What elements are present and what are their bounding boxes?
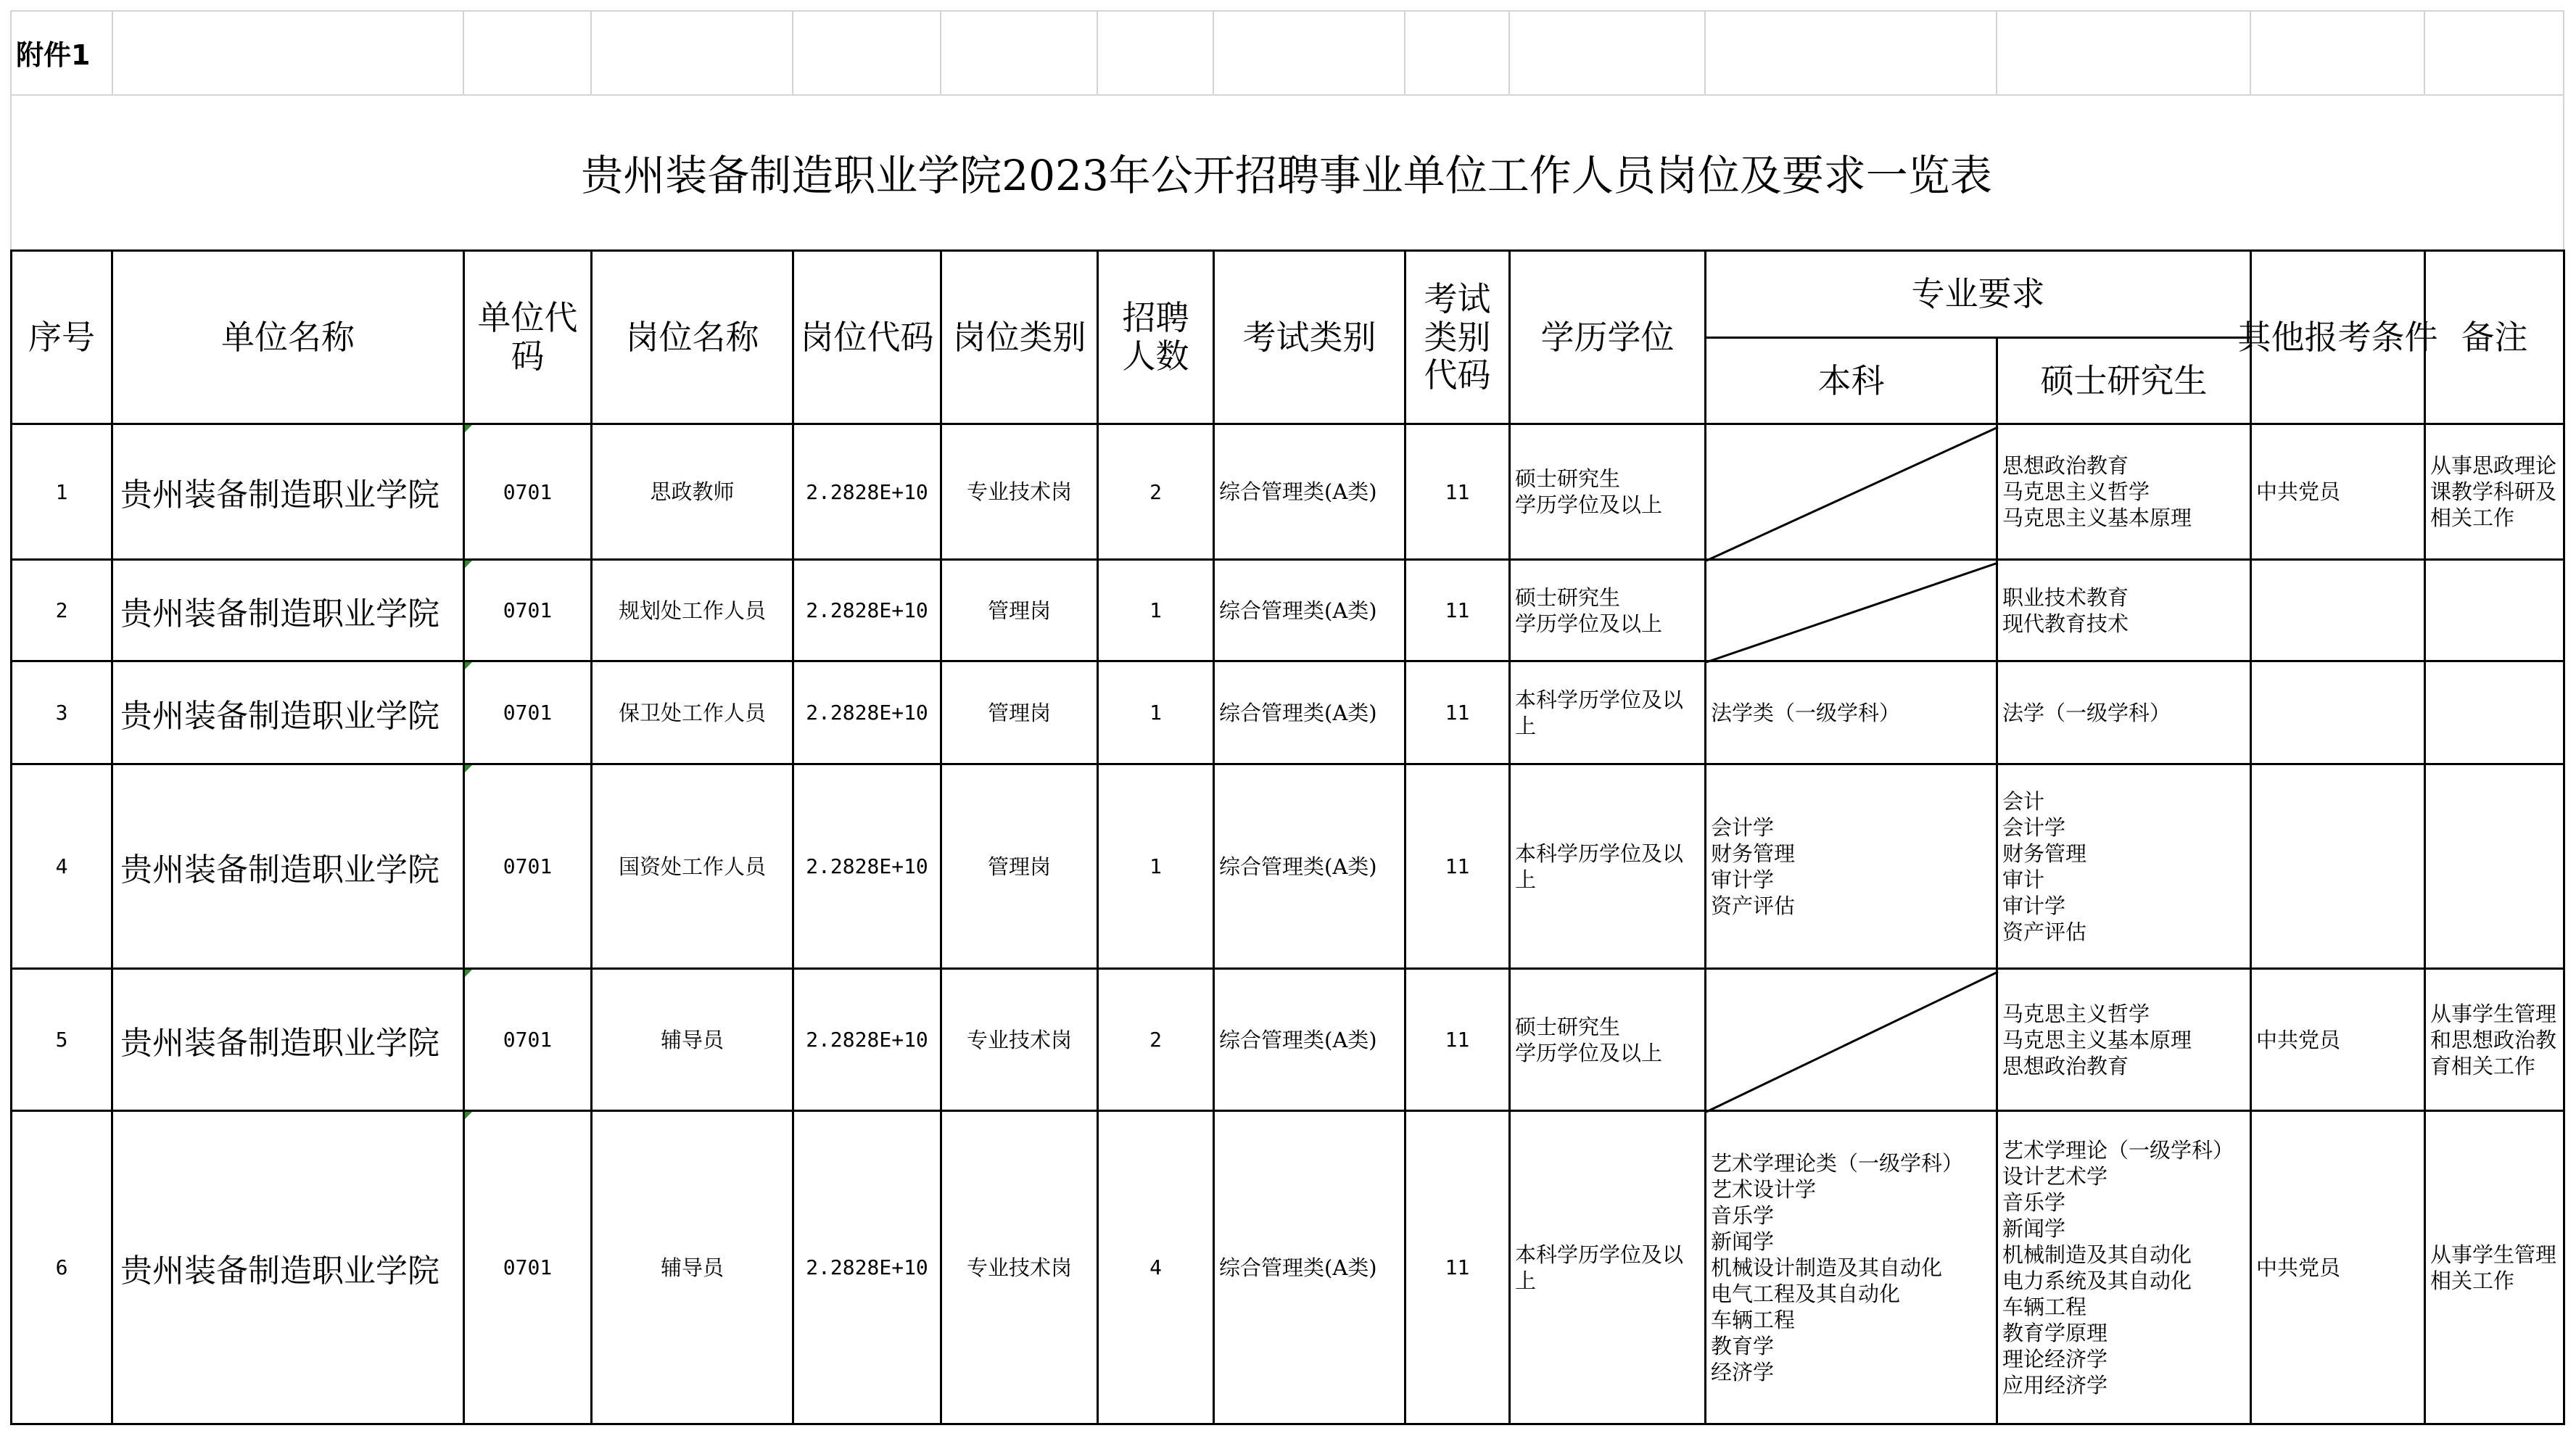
cell-master: 马克思主义哲学 马克思主义基本原理 思想政治教育 — [1996, 967, 2252, 1112]
cell-unit-code: 0701 — [463, 967, 593, 1112]
cell-education: 硕士研究生 学历学位及以上 — [1508, 967, 1706, 1112]
cell-post-code: 2.2828E+10 — [792, 423, 942, 561]
gridline — [10, 10, 2563, 12]
cell-post-name: 保卫处工作人员 — [590, 660, 794, 765]
cell-remarks — [2424, 763, 2565, 970]
header-master: 硕士研究生 — [1996, 337, 2252, 425]
header-exam-type: 考试类别 — [1213, 249, 1406, 425]
cell-recruit-count: 1 — [1097, 558, 1215, 662]
cell-other: 中共党员 — [2250, 423, 2426, 561]
cell-post-code: 2.2828E+10 — [792, 660, 942, 765]
cell-post-type: 专业技术岗 — [940, 423, 1099, 561]
cell-indicator-icon — [465, 561, 472, 568]
cell-unit-name: 贵州装备制造职业学院 — [111, 1110, 465, 1425]
cell-other: 中共党员 — [2250, 967, 2426, 1112]
header-other-conditions: 其他报考条件 — [2250, 249, 2426, 425]
cell-exam-code: 11 — [1404, 558, 1511, 662]
cell-post-code: 2.2828E+10 — [792, 558, 942, 662]
cell-exam-code: 11 — [1404, 967, 1511, 1112]
gridline — [1097, 10, 1098, 94]
cell-unit-name: 贵州装备制造职业学院 — [111, 763, 465, 970]
cell-master: 职业技术教育 现代教育技术 — [1996, 558, 2252, 662]
cell-post-type: 专业技术岗 — [940, 1110, 1099, 1425]
cell-indicator-icon — [465, 970, 472, 977]
diagonal-line — [1706, 970, 2000, 1114]
cell-education: 硕士研究生 学历学位及以上 — [1508, 558, 1706, 662]
gridline — [1404, 10, 1405, 94]
cell-recruit-count: 1 — [1097, 763, 1215, 970]
cell-indicator-icon — [465, 425, 472, 432]
cell-education: 本科学历学位及以 上 — [1508, 660, 1706, 765]
cell-master: 艺术学理论（一级学科） 设计艺术学 音乐学 新闻学 机械制造及其自动化 电力系统及其自动化 车辆工程 教育学原理 理论经济学 应用经济学 — [1996, 1110, 2252, 1425]
cell-indicator-icon — [465, 765, 472, 772]
header-recruit-count: 招聘人数 — [1097, 249, 1215, 425]
header-post-code: 岗位代码 — [792, 249, 942, 425]
cell-exam-type: 综合管理类(A类) — [1213, 1110, 1406, 1425]
cell-education: 本科学历学位及以 上 — [1508, 1110, 1706, 1425]
cell-remarks — [2424, 558, 2565, 662]
cell-recruit-count: 4 — [1097, 1110, 1215, 1425]
header-remarks: 备注 — [2424, 249, 2565, 425]
gridline — [463, 10, 464, 94]
cell-remarks: 从事思政理论 课教学科研及 相关工作 — [2424, 423, 2565, 561]
cell-unit-code: 0701 — [463, 660, 593, 765]
cell-other — [2250, 558, 2426, 662]
cell-unit-name: 贵州装备制造职业学院 — [111, 558, 465, 662]
header-post-name: 岗位名称 — [590, 249, 794, 425]
gridline — [2424, 10, 2425, 94]
gridline — [2250, 10, 2251, 94]
cell-master: 会计 会计学 财务管理 审计 审计学 资产评估 — [1996, 763, 2252, 970]
gridline — [2563, 10, 2564, 249]
gridline — [940, 10, 941, 94]
gridline — [112, 10, 113, 94]
cell-exam-type: 综合管理类(A类) — [1213, 423, 1406, 561]
header-unit-code: 单位代码 — [463, 249, 593, 425]
cell-post-name: 规划处工作人员 — [590, 558, 794, 662]
cell-post-name: 思政教师 — [590, 423, 794, 561]
cell-exam-type: 综合管理类(A类) — [1213, 558, 1406, 662]
gridline — [1996, 10, 1997, 94]
cell-exam-code: 11 — [1404, 1110, 1511, 1425]
cell-education: 本科学历学位及以 上 — [1508, 763, 1706, 970]
cell-post-type: 管理岗 — [940, 558, 1099, 662]
cell-post-name: 辅导员 — [590, 1110, 794, 1425]
cell-exam-code: 11 — [1404, 763, 1511, 970]
cell-remarks: 从事学生管理 和思想政治教 育相关工作 — [2424, 967, 2565, 1112]
cell-seq: 2 — [10, 558, 113, 662]
cell-recruit-count: 2 — [1097, 967, 1215, 1112]
gridline — [792, 10, 793, 94]
cell-exam-type: 综合管理类(A类) — [1213, 660, 1406, 765]
cell-post-type: 管理岗 — [940, 763, 1099, 970]
gridline — [590, 10, 592, 94]
cell-seq: 3 — [10, 660, 113, 765]
cell-unit-code: 0701 — [463, 423, 593, 561]
header-exam-code: 考试类别代码 — [1404, 249, 1511, 425]
cell-unit-code: 0701 — [463, 558, 593, 662]
cell-unit-code: 0701 — [463, 1110, 593, 1425]
cell-master: 思想政治教育 马克思主义哲学 马克思主义基本原理 — [1996, 423, 2252, 561]
header-education: 学历学位 — [1508, 249, 1706, 425]
cell-bachelor-empty — [1704, 423, 1998, 561]
cell-bachelor: 会计学 财务管理 审计学 资产评估 — [1704, 763, 1998, 970]
cell-post-code: 2.2828E+10 — [792, 763, 942, 970]
cell-seq: 4 — [10, 763, 113, 970]
cell-unit-name: 贵州装备制造职业学院 — [111, 423, 465, 561]
cell-post-type: 管理岗 — [940, 660, 1099, 765]
diagonal-line — [1706, 561, 2000, 664]
cell-post-name: 辅导员 — [590, 967, 794, 1112]
cell-recruit-count: 1 — [1097, 660, 1215, 765]
diagonal-line — [1706, 425, 2000, 563]
cell-post-type: 专业技术岗 — [940, 967, 1099, 1112]
cell-exam-code: 11 — [1404, 423, 1511, 561]
gridline — [1213, 10, 1214, 94]
cell-post-code: 2.2828E+10 — [792, 967, 942, 1112]
cell-seq: 1 — [10, 423, 113, 561]
cell-other — [2250, 660, 2426, 765]
cell-bachelor: 法学类（一级学科） — [1704, 660, 1998, 765]
cell-bachelor-empty — [1704, 967, 1998, 1112]
cell-seq: 6 — [10, 1110, 113, 1425]
cell-education: 硕士研究生 学历学位及以上 — [1508, 423, 1706, 561]
header-post-type: 岗位类别 — [940, 249, 1099, 425]
cell-exam-code: 11 — [1404, 660, 1511, 765]
cell-post-code: 2.2828E+10 — [792, 1110, 942, 1425]
cell-indicator-icon — [465, 662, 472, 669]
gridline — [1508, 10, 1510, 94]
cell-unit-name: 贵州装备制造职业学院 — [111, 967, 465, 1112]
cell-exam-type: 综合管理类(A类) — [1213, 967, 1406, 1112]
header-seq: 序号 — [10, 249, 113, 425]
cell-bachelor: 艺术学理论类（一级学科） 艺术设计学 音乐学 新闻学 机械设计制造及其自动化 电气工程及其自动化 车辆工程 教育学 经济学 — [1704, 1110, 1998, 1425]
cell-indicator-icon — [465, 1112, 472, 1119]
cell-unit-name: 贵州装备制造职业学院 — [111, 660, 465, 765]
page-title: 贵州装备制造职业学院2023年公开招聘事业单位工作人员岗位及要求一览表 — [581, 151, 1992, 200]
cell-unit-code: 0701 — [463, 763, 593, 970]
header-major-requirements: 专业要求 — [1704, 249, 2252, 339]
header-unit-name: 单位名称 — [111, 249, 465, 425]
cell-bachelor-empty — [1704, 558, 1998, 662]
cell-remarks — [2424, 660, 2565, 765]
attachment-label: 附件1 — [16, 38, 91, 71]
header-bachelor: 本科 — [1704, 337, 1998, 425]
cell-post-name: 国资处工作人员 — [590, 763, 794, 970]
cell-recruit-count: 2 — [1097, 423, 1215, 561]
cell-master: 法学（一级学科） — [1996, 660, 2252, 765]
cell-remarks: 从事学生管理 相关工作 — [2424, 1110, 2565, 1425]
gridline — [1704, 10, 1706, 94]
cell-other — [2250, 763, 2426, 970]
cell-other: 中共党员 — [2250, 1110, 2426, 1425]
cell-seq: 5 — [10, 967, 113, 1112]
cell-exam-type: 综合管理类(A类) — [1213, 763, 1406, 970]
